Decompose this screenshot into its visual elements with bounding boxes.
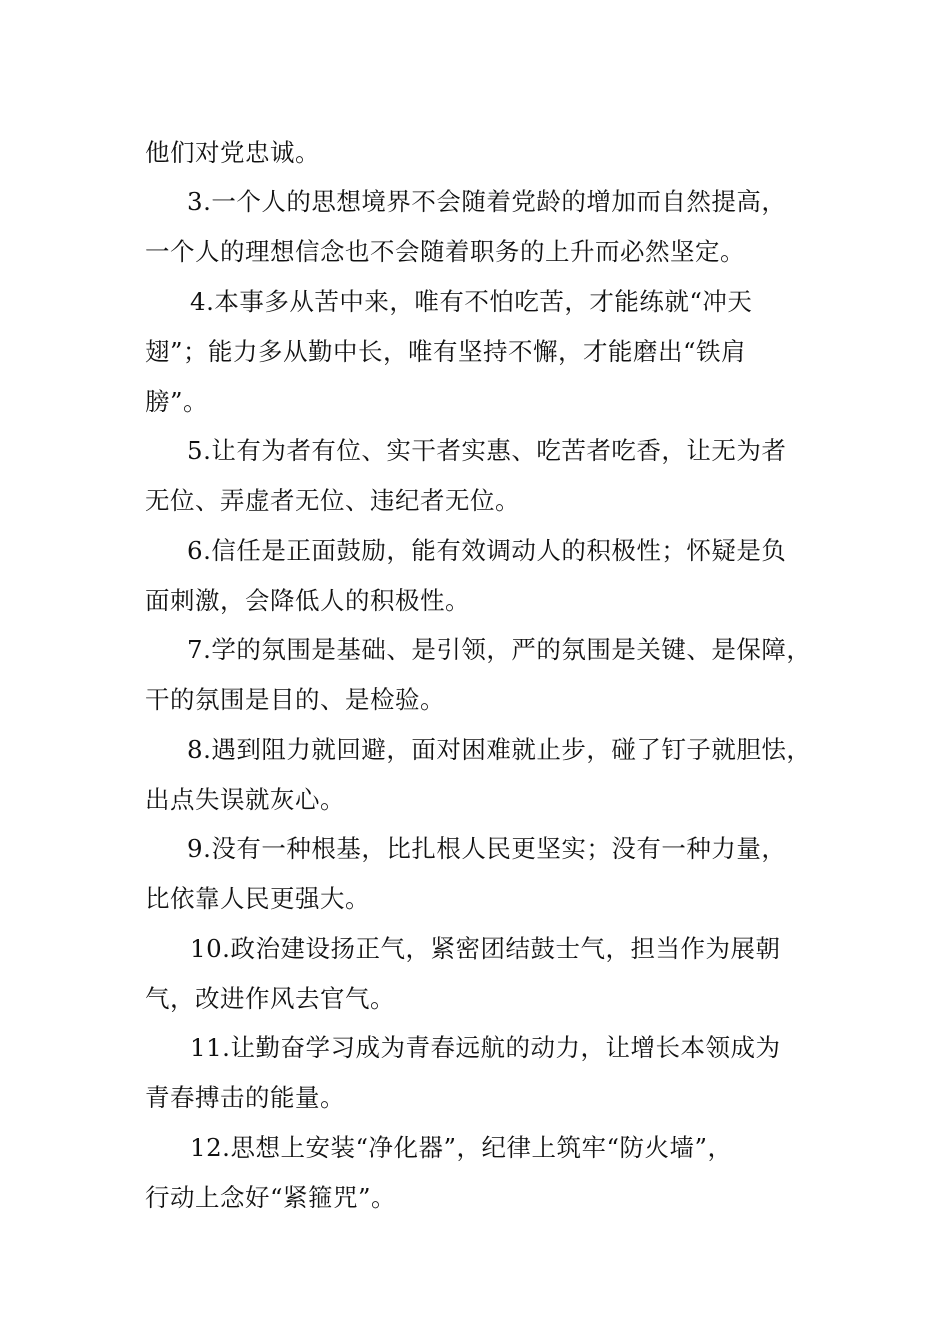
text-line: 4.本事多从苦中来，唯有不怕吃苦，才能练就“冲天 — [190, 287, 753, 316]
text-line: 一个人的理想信念也不会随着职务的上升而必然坚定。 — [145, 237, 745, 266]
text-line: 比依靠人民更强大。 — [145, 884, 370, 913]
text-line: 行动上念好“紧箍咒”。 — [145, 1183, 397, 1212]
text-line: 出点失误就灰心。 — [145, 785, 345, 814]
text-line: 他们对党忠诚。 — [145, 138, 320, 167]
text-line: 8.遇到阻力就回避，面对困难就止步，碰了钉子就胆怯， — [187, 735, 812, 764]
text-line: 3.一个人的思想境界不会随着党龄的增加而自然提高， — [187, 187, 787, 216]
text-line: 10.政治建设扬正气，紧密团结鼓士气，担当作为展朝 — [190, 934, 781, 963]
text-line: 5.让有为者有位、实干者实惠、吃苦者吃香，让无为者 — [187, 436, 787, 465]
text-line: 干的氛围是目的、是检验。 — [145, 685, 445, 714]
text-line: 面刺激，会降低人的积极性。 — [145, 586, 470, 615]
text-line: 翅”；能力多从勤中长，唯有坚持不懈，才能磨出“铁肩 — [145, 337, 747, 366]
text-line: 6.信任是正面鼓励，能有效调动人的积极性；怀疑是负 — [187, 536, 787, 565]
text-line: 12.思想上安装“净化器”，纪律上筑牢“防火墙”， — [190, 1133, 733, 1162]
text-line: 7.学的氛围是基础、是引领，严的氛围是关键、是保障， — [187, 635, 812, 664]
text-line: 气，改进作风去官气。 — [145, 984, 395, 1013]
text-line: 无位、弄虚者无位、违纪者无位。 — [145, 486, 520, 515]
text-line: 9.没有一种根基，比扎根人民更坚实；没有一种力量， — [187, 834, 787, 863]
text-line: 青春搏击的能量。 — [145, 1083, 345, 1112]
text-line: 11.让勤奋学习成为青春远航的动力，让增长本领成为 — [190, 1033, 781, 1062]
text-line: 膀”。 — [145, 387, 209, 416]
